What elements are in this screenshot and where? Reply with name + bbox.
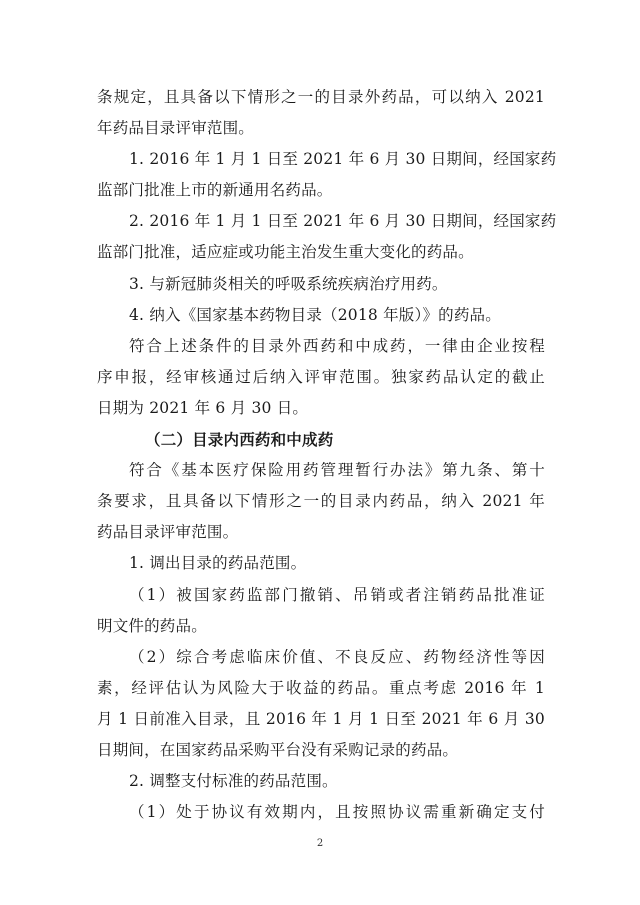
text-line: 日期间，在国家药品采购平台没有采购记录的药品。 — [97, 740, 459, 759]
paragraph-line: 符合上述条件的目录外西药和中成药，一律由企业按程 — [129, 336, 545, 355]
list-item: 4. 纳入《国家基本药物目录（2018 年版）》的药品。 — [129, 305, 501, 324]
text-line: 监部门批准上市的新通用名药品。 — [97, 181, 333, 200]
list-item: 2. 2016 年 1 月 1 日至 2021 年 6 月 30 日期间，经国家药 — [129, 212, 557, 231]
list-item: 2. 调整支付标准的药品范围。 — [129, 772, 338, 791]
text-line: 年药品目录评审范围。 — [97, 119, 255, 138]
text-line: 监部门批准，适应症或功能主治发生重大变化的药品。 — [97, 243, 474, 262]
text-line: 条要求，且具备以下情形之一的目录内药品，纳入 2021 年 — [97, 492, 545, 511]
text-line: 素，经评估认为风险大于收益的药品。重点考虑 2016 年 1 — [97, 678, 545, 697]
sub-list-item: （2）综合考虑临床价值、不良反应、药物经济性等因 — [129, 647, 545, 666]
list-item: 3. 与新冠肺炎相关的呼吸系统疾病治疗用药。 — [129, 274, 448, 293]
section-heading: （二）目录内西药和中成药 — [145, 430, 334, 450]
text-line: 药品目录评审范围。 — [97, 523, 239, 542]
sub-list-item: （1）被国家药监部门撤销、吊销或者注销药品批准证 — [129, 585, 545, 604]
text-line: 月 1 日前准入目录，且 2016 年 1 月 1 日至 2021 年 6 月 30 — [97, 709, 545, 728]
paragraph-line: 符合《基本医疗保险用药管理暂行办法》第九条、第十 — [129, 461, 545, 480]
text-line: 序申报，经审核通过后纳入评审范围。独家药品认定的截止 — [97, 367, 545, 386]
text-line: 日期为 2021 年 6 月 30 日。 — [97, 398, 309, 417]
document-body — [97, 82, 557, 828]
list-item: 1. 调出目录的药品范围。 — [129, 554, 307, 573]
list-item: 1. 2016 年 1 月 1 日至 2021 年 6 月 30 日期间，经国家药 — [129, 150, 557, 169]
text-line: 明文件的药品。 — [97, 616, 207, 635]
text-line: 条规定，且具备以下情形之一的目录外药品，可以纳入 2021 — [97, 88, 545, 106]
sub-list-item: （1）处于协议有效期内，且按照协议需重新确定支付 — [129, 803, 545, 822]
page-number: 2 — [316, 838, 324, 849]
